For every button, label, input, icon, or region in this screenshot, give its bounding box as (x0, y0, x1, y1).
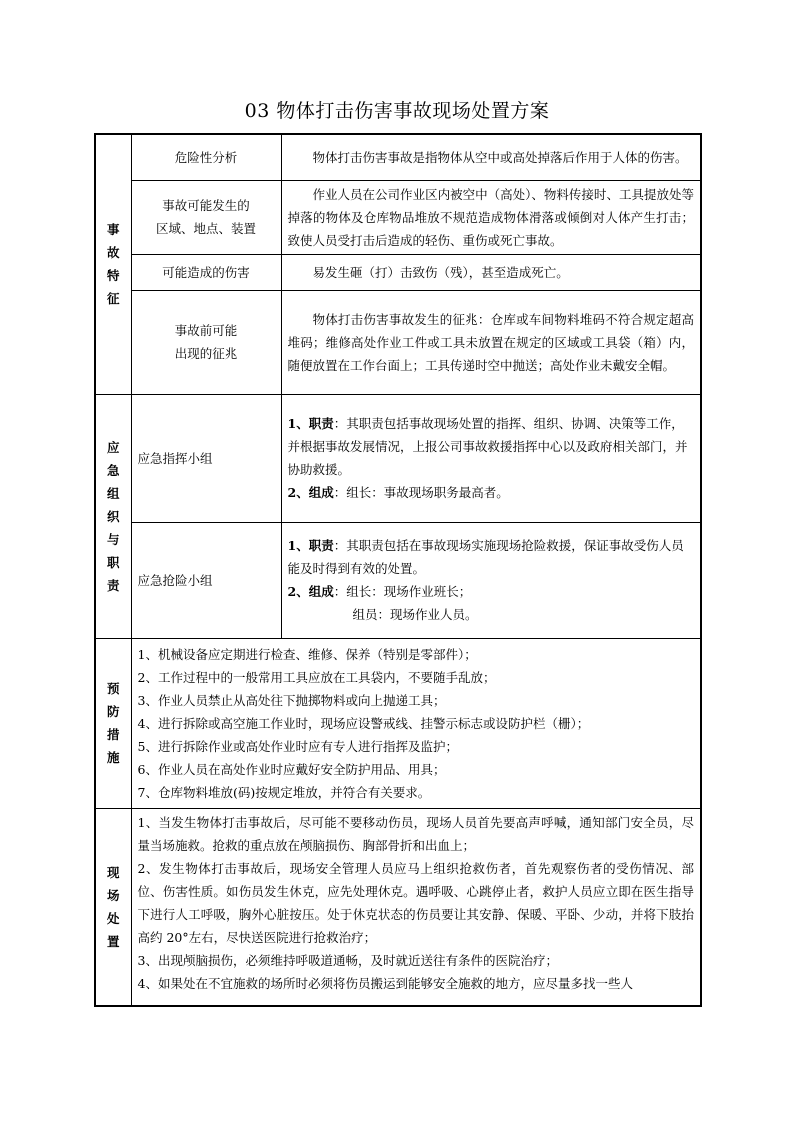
row-content-command-group (281, 394, 701, 522)
row-content-possible-injury: 易发生砸（打）击致伤（残），甚至造成死亡。 (281, 254, 701, 290)
heading-char: 织 (106, 508, 120, 524)
list-item: 1、机械设备应定期进行检查、维修、保养（特别是零部件）； (137, 646, 477, 662)
list-item: 4、进行拆除或高空施工作业时，现场应设警戒线、挂警示标志或设防护栏（栅）； (137, 715, 590, 731)
prevention-content (131, 638, 701, 808)
heading-char: 施 (106, 750, 120, 765)
heading-char: 责 (106, 577, 120, 593)
heading-char: 职 (106, 554, 120, 570)
heading-char: 与 (106, 531, 120, 547)
row-label-rescue-group: 应急抢险小组 (131, 522, 281, 638)
heading-char: 故 (106, 245, 120, 261)
row-content-possible-area: 作业人员在公司作业区内被空中（高处）、物料传接时、工具提放处等掉落的物体及仓库物品堆放不规范造成物体滑落或倾倒对人体产生打击；致使人员受打击后造成的轻伤、重伤或死亡事故。 (281, 180, 701, 254)
composition-paragraph: 2、组成：组长：事故现场职务最高者。 (287, 485, 509, 500)
table-row (95, 180, 701, 254)
heading-char: 征 (106, 291, 120, 307)
table-row (95, 134, 701, 180)
row-content-warning-signs: 物体打击伤害事故发生的征兆：仓库或车间物料堆码不符合规定超高堆码；维修高处作业工件或工具未放置在规定的区域或工具袋（箱）内，随便放置在工作台面上；工具传递时空中抛送；高处作业未戴安全帽。 (281, 290, 701, 394)
list-item: 4、如果处在不宜施救的场所时必须将伤员搬运到能够安全施救的地方，应尽量多找一些人 (137, 975, 633, 991)
section-heading-prevention (95, 638, 131, 808)
section-heading-accident-features (95, 134, 131, 394)
heading-char: 组 (106, 485, 120, 501)
list-item: 3、出现颅脑损伤，必须维持呼吸道通畅，及时就近送往有条件的医院治疗； (137, 952, 558, 968)
heading-char: 处 (106, 910, 120, 926)
composition-paragraph: 2、组成：组长：现场作业班长； (287, 584, 472, 599)
duty-paragraph: 1、职责：其职责包括在事故现场实施现场抢险救援，保证事故受伤人员能及时得到有效的处置。 (287, 538, 684, 576)
list-item: 5、进行拆除作业或高处作业时应有专人进行指挥及监护； (137, 738, 458, 754)
onsite-disposal-content (131, 808, 701, 1006)
page-title: 03 物体打击伤害事故现场处置方案 (244, 100, 550, 122)
heading-char: 应 (106, 439, 120, 455)
duty-paragraph: 1、职责：其职责包括事故现场处置的指挥、组织、协调、决策等工作，并根据事故发展情况，上报公司事故救援指挥中心以及政府相关部门，并协助救援。 (287, 416, 688, 477)
heading-char: 现 (106, 864, 120, 880)
table-row (95, 290, 701, 394)
list-item: 3、作业人员禁止从高处往下抛掷物料或向上抛递工具； (137, 692, 446, 708)
heading-char: 置 (106, 933, 120, 949)
list-item: 6、作业人员在高处作业时应戴好安全防护用品、用具； (137, 761, 446, 777)
disposal-plan-table (94, 133, 702, 1007)
table-row (95, 394, 701, 522)
member-paragraph: 组员：现场作业人员。 (352, 607, 478, 622)
section-heading-emergency-org (95, 394, 131, 638)
row-content-rescue-group (281, 522, 701, 638)
table-row (95, 638, 701, 808)
heading-char: 急 (106, 462, 120, 478)
list-item: 7、仓库物料堆放(码)按规定堆放，并符合有关要求。 (137, 784, 431, 800)
row-label-warning-signs: 事故前可能 出现的征兆 (131, 290, 281, 394)
heading-char: 防 (106, 704, 120, 719)
table-row (95, 808, 701, 1006)
heading-char: 预 (106, 681, 120, 696)
section-heading-onsite-disposal (95, 808, 131, 1006)
list-item: 1、当发生物体打击事故后，尽可能不要移动伤员，现场人员首先要高声呼喊，通知部门安全员，尽量当场施救。抢救的重点放在颅脑损伤、胸部骨折和出血上； (137, 814, 694, 853)
heading-char: 事 (106, 222, 120, 238)
row-content-hazard-analysis: 物体打击伤害事故是指物体从空中或高处掉落后作用于人体的伤害。 (281, 134, 701, 180)
row-label-hazard-analysis: 危险性分析 (131, 134, 281, 180)
row-label-possible-area: 事故可能发生的 区域、地点、装置 (131, 180, 281, 254)
heading-char: 场 (106, 887, 120, 903)
row-label-possible-injury: 可能造成的伤害 (131, 254, 281, 290)
heading-char: 特 (106, 268, 120, 284)
heading-char: 措 (106, 727, 120, 742)
table-row (95, 254, 701, 290)
row-label-command-group: 应急指挥小组 (131, 394, 281, 522)
list-item: 2、工作过程中的一般常用工具应放在工具袋内，不要随手乱放； (137, 669, 496, 685)
table-row (95, 522, 701, 638)
list-item: 2、发生物体打击事故后，现场安全管理人员应马上组织抢救伤者，首先观察伤者的受伤情况、部位、伤害性质。如伤员发生休克，应先处理休克。遇呼吸、心跳停止者，救护人员应立即在医生指导下进行人工呼吸，胸外心脏按压。处于休克状态的伤员要让其安静、保暖、平卧、少动，并将下肢抬高约 20°左右，尽快送医院进行抢救治疗； (137, 860, 694, 945)
